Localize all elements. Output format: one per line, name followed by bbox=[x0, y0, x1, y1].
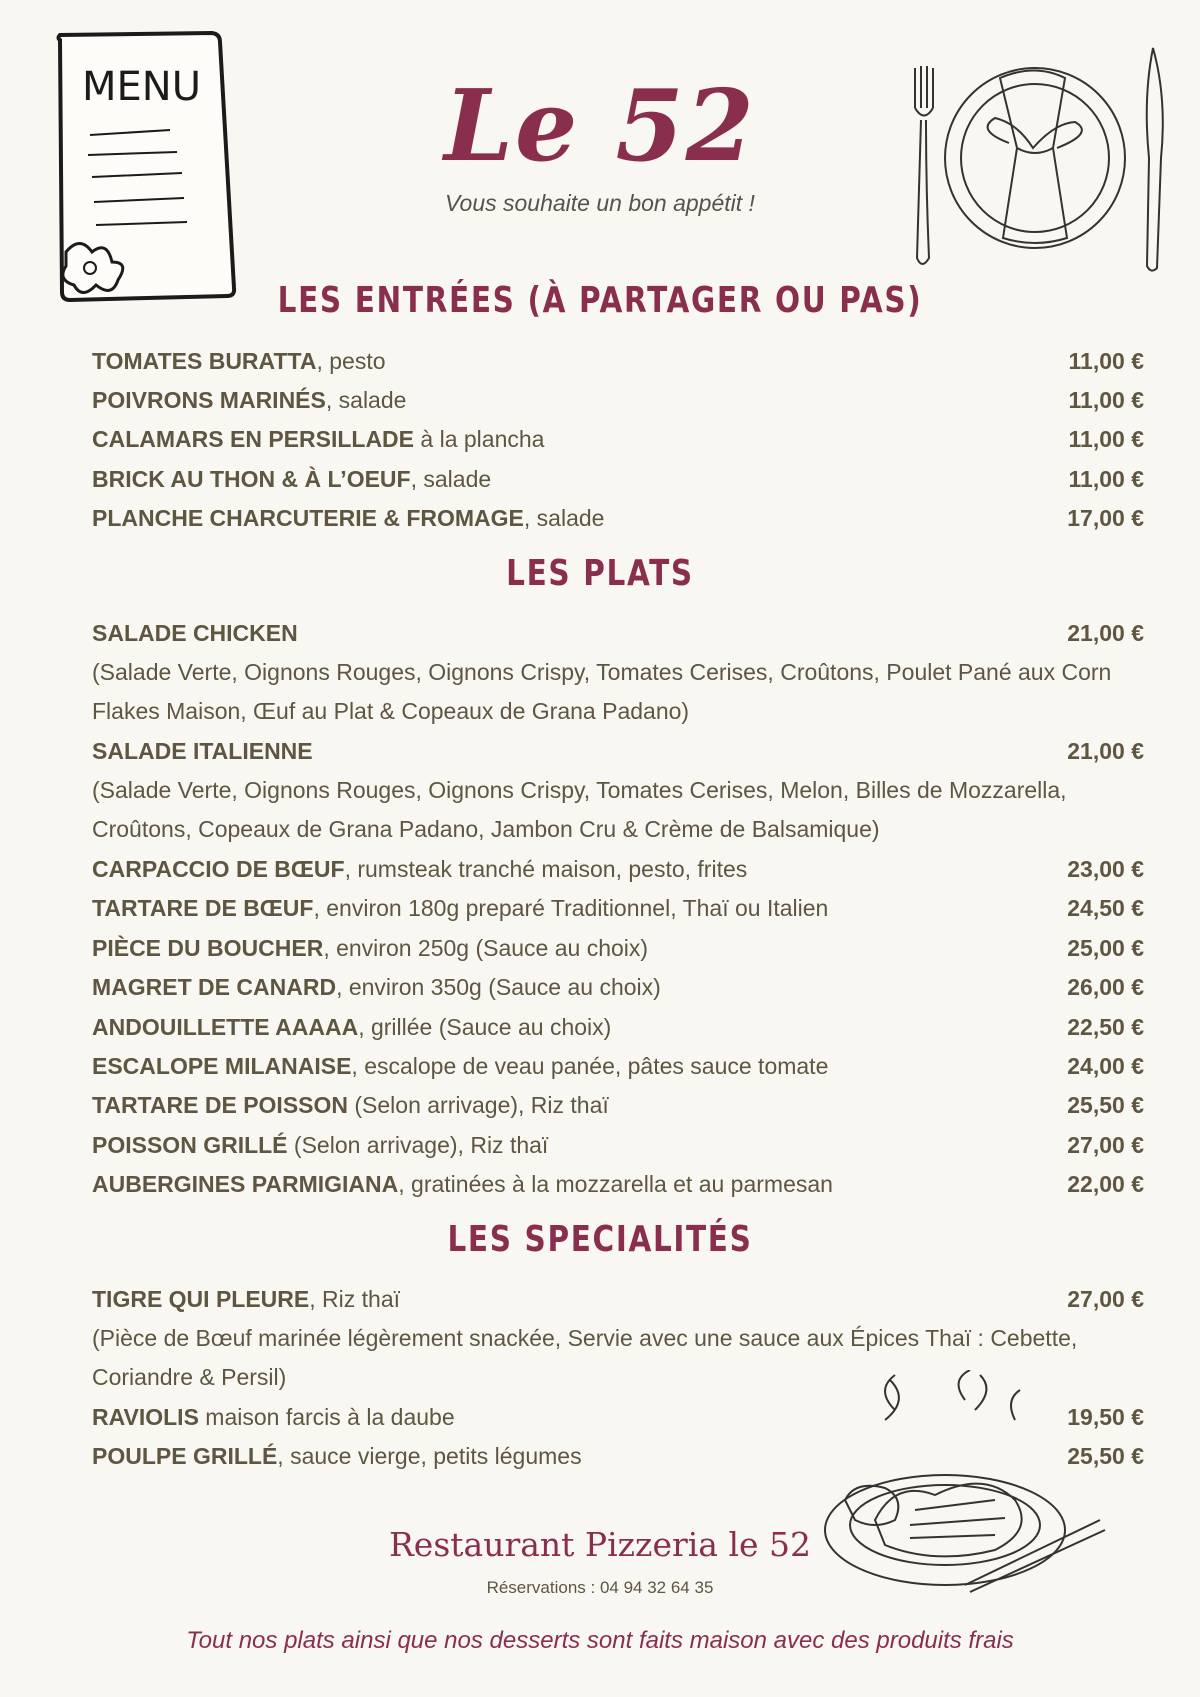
section-title-plats: LES PLATS bbox=[506, 553, 694, 594]
menu-item-row bbox=[92, 850, 1144, 888]
item-name: PLANCHE CHARCUTERIE & FROMAGE bbox=[92, 505, 524, 531]
item-desc: à la plancha bbox=[414, 426, 545, 452]
item-desc: , escalope de veau panée, pâtes sauce tomate bbox=[351, 1053, 829, 1079]
item-price: 21,00 € bbox=[1067, 738, 1144, 764]
item-desc: , Riz thaï bbox=[309, 1286, 401, 1312]
item-desc: , salade bbox=[523, 505, 605, 531]
item-name: MAGRET DE CANARD bbox=[92, 974, 337, 1000]
item-name: RAVIOLIS bbox=[92, 1404, 199, 1430]
item-desc: , gratinées à la mozzarella et au parmesan bbox=[398, 1171, 833, 1197]
item-desc: , salade bbox=[325, 387, 407, 413]
item-name: CARPACCIO DE BŒUF bbox=[92, 856, 345, 882]
menu-item-row bbox=[92, 1280, 1144, 1318]
footer-reservations: Réservations : 04 94 32 64 35 bbox=[486, 1578, 714, 1597]
item-desc: , sauce vierge, petits légumes bbox=[277, 1443, 582, 1469]
item-detail: (Salade Verte, Oignons Rouges, Oignons Crispy, Tomates Cerises, Melon, Billes de Mozzarella, Croûtons, Copeaux de Grana Padano, Jambon Cru & Crème de Balsamique) bbox=[92, 777, 1067, 842]
menu-item-row bbox=[92, 889, 1144, 927]
item-price: 19,50 € bbox=[1067, 1404, 1144, 1430]
item-name: AUBERGINES PARMIGIANA bbox=[92, 1171, 399, 1197]
menu-item-row bbox=[92, 732, 1144, 770]
restaurant-title: Le 52 bbox=[444, 69, 756, 184]
menu-item-row bbox=[92, 614, 1144, 652]
item-desc: maison farcis à la daube bbox=[198, 1404, 455, 1430]
item-price: 24,00 € bbox=[1067, 1053, 1144, 1079]
item-desc: , rumsteak tranché maison, pesto, frites bbox=[344, 856, 748, 882]
item-price: 25,50 € bbox=[1067, 1092, 1144, 1118]
menu-item-row bbox=[92, 1086, 1144, 1124]
item-detail: (Salade Verte, Oignons Rouges, Oignons Crispy, Tomates Cerises, Croûtons, Poulet Pané aux Corn Flakes Maison, Œuf au Plat & Copeaux de Grana Padano) bbox=[92, 659, 1112, 724]
footer-note: Tout nos plats ainsi que nos desserts sont faits maison avec des produits frais bbox=[186, 1627, 1014, 1654]
item-price: 11,00 € bbox=[1068, 426, 1144, 452]
item-desc: , grillée (Sauce au choix) bbox=[358, 1014, 612, 1040]
item-name: SALADE ITALIENNE bbox=[92, 738, 313, 764]
footer-restaurant-name: Restaurant Pizzeria le 52 bbox=[388, 1525, 812, 1564]
item-desc: , pesto bbox=[316, 348, 386, 374]
item-name: ESCALOPE MILANAISE bbox=[92, 1053, 352, 1079]
item-price: 25,50 € bbox=[1067, 1443, 1144, 1469]
item-name: POIVRONS MARINÉS bbox=[92, 387, 326, 413]
steak-plate-illustration bbox=[815, 1370, 1115, 1600]
plate-cutlery-illustration bbox=[905, 38, 1170, 278]
menu-card-label: MENU bbox=[82, 64, 201, 110]
item-name: BRICK AU THON & À L’OEUF bbox=[92, 466, 411, 492]
item-name: TARTARE DE POISSON bbox=[92, 1092, 348, 1118]
section-title-entrees: LES ENTRÉES (À PARTAGER OU PAS) bbox=[277, 280, 923, 321]
item-name: SALADE CHICKEN bbox=[92, 620, 298, 646]
menu-item-row bbox=[92, 460, 1144, 498]
menu-item-row bbox=[92, 1047, 1144, 1085]
item-name: TOMATES BURATTA bbox=[92, 348, 317, 374]
item-desc: , environ 350g (Sauce au choix) bbox=[336, 974, 661, 1000]
item-name: POULPE GRILLÉ bbox=[92, 1443, 278, 1469]
menu-item-row bbox=[92, 929, 1144, 967]
menu-item-row bbox=[92, 499, 1144, 537]
menu-item-row bbox=[92, 381, 1144, 419]
item-name: ANDOUILLETTE AAAAA bbox=[92, 1014, 359, 1040]
menu-item-row bbox=[92, 1008, 1144, 1046]
menu-item-row bbox=[92, 1165, 1144, 1203]
item-price: 22,00 € bbox=[1067, 1171, 1144, 1197]
menu-item-row bbox=[92, 342, 1144, 380]
item-price: 25,00 € bbox=[1067, 935, 1144, 961]
item-desc: , environ 250g (Sauce au choix) bbox=[323, 935, 649, 961]
item-price: 17,00 € bbox=[1067, 505, 1144, 531]
item-desc: (Selon arrivage), Riz thaï bbox=[348, 1092, 609, 1118]
item-price: 11,00 € bbox=[1068, 387, 1144, 413]
item-name: TIGRE QUI PLEURE bbox=[92, 1286, 310, 1312]
menu-item-row bbox=[92, 968, 1144, 1006]
section-title-specialites: LES SPECIALITÉS bbox=[447, 1219, 753, 1260]
item-price: 27,00 € bbox=[1067, 1132, 1144, 1158]
menu-item-row bbox=[92, 420, 1144, 458]
item-desc: , environ 180g preparé Traditionnel, Thaï ou Italien bbox=[313, 895, 829, 921]
item-desc: (Selon arrivage), Riz thaï bbox=[287, 1132, 549, 1158]
item-price: 23,00 € bbox=[1067, 856, 1144, 882]
item-name: CALAMARS EN PERSILLADE bbox=[92, 426, 415, 452]
item-name: POISSON GRILLÉ bbox=[92, 1132, 288, 1158]
item-price: 22,50 € bbox=[1067, 1014, 1144, 1040]
item-price: 11,00 € bbox=[1068, 466, 1144, 492]
item-price: 21,00 € bbox=[1067, 620, 1144, 646]
item-price: 26,00 € bbox=[1067, 974, 1144, 1000]
item-name: TARTARE DE BŒUF bbox=[92, 895, 314, 921]
tagline: Vous souhaite un bon appétit ! bbox=[445, 190, 755, 216]
item-detail: (Pièce de Bœuf marinée légèrement snackée, Servie avec une sauce aux Épices Thaï : Cebette, Coriandre & Persil) bbox=[92, 1325, 1078, 1390]
item-desc: , salade bbox=[410, 466, 492, 492]
item-price: 24,50 € bbox=[1067, 895, 1144, 921]
item-price: 27,00 € bbox=[1067, 1286, 1144, 1312]
item-price: 11,00 € bbox=[1068, 348, 1144, 374]
menu-item-row bbox=[92, 1126, 1144, 1164]
item-name: PIÈCE DU BOUCHER bbox=[92, 935, 324, 961]
